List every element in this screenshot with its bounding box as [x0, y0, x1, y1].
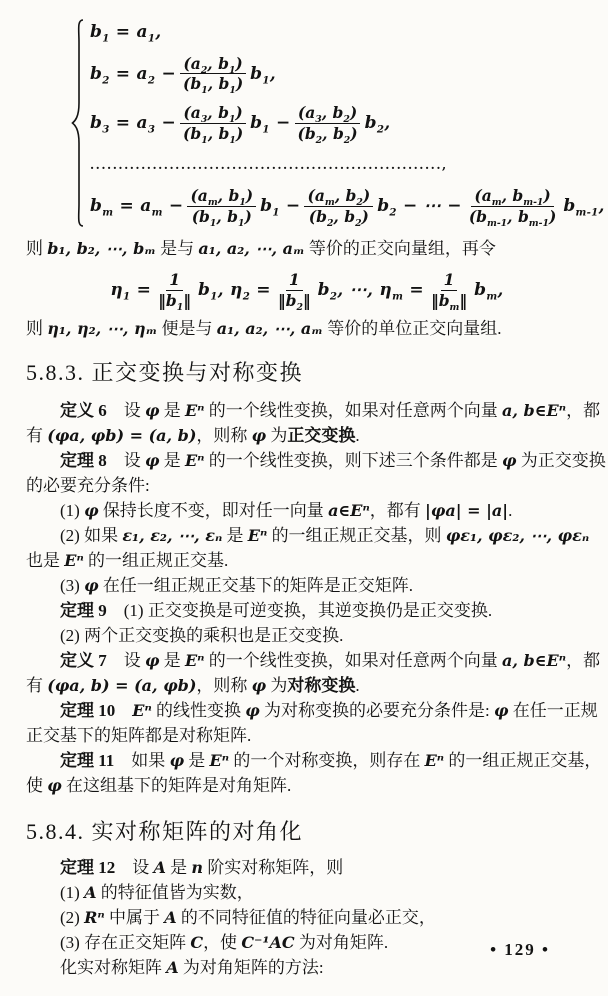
- text-run: 使: [26, 776, 48, 795]
- equation-line: [90, 186, 605, 229]
- fraction: [180, 103, 246, 146]
- text-run: ，都有: [369, 501, 426, 520]
- fraction-denominator: $‖b_m‖$: [430, 290, 468, 313]
- fraction-denominator: $‖b_2‖$: [277, 290, 311, 313]
- math-text: $b_2 = a_2$ −: [90, 63, 177, 86]
- paragraph: [26, 748, 602, 798]
- fraction-denominator: ($b_2$, $b_2$): [308, 206, 369, 229]
- text-run: 中属于: [104, 908, 165, 927]
- text-run: 等价的正交向量组，再令: [304, 239, 496, 258]
- text-run: 是: [165, 858, 192, 877]
- math-run: ε₁, ε₂, ⋯, εₙ: [122, 526, 223, 545]
- fraction: [295, 103, 361, 146]
- equation-line: [90, 103, 605, 146]
- fraction-numerator: 1: [286, 270, 303, 290]
- fraction: [275, 270, 314, 313]
- math-run: Eⁿ: [184, 451, 205, 470]
- text-run: [115, 701, 132, 720]
- bold-run: 正交变换: [287, 426, 356, 445]
- text-run: (1) 正交变换是可逆变换，其逆变换仍是正交变换.: [106, 601, 493, 620]
- paragraph: [26, 498, 588, 523]
- math-run: φ: [47, 776, 62, 795]
- text-line: [26, 748, 602, 773]
- math-text: $b_2$,: [364, 113, 391, 136]
- text-run: .: [508, 501, 513, 520]
- fraction-numerator: ($a_m$, $b_1$): [187, 186, 256, 206]
- fraction-denominator: ($b_{m-1}$, $b_{m-1}$): [468, 206, 557, 229]
- text-run: 如果: [114, 751, 170, 770]
- text-run: 的一组正规正交基，: [444, 751, 602, 770]
- math-run: a, b∈Eⁿ: [502, 401, 567, 420]
- text-line: [26, 623, 588, 648]
- page-number: • 129 •: [490, 940, 550, 959]
- bold-run: 定理 12: [60, 858, 116, 877]
- bold-run: 定理 10: [60, 701, 116, 720]
- orthogonal-set-note: [26, 236, 588, 262]
- text-line: [26, 473, 588, 498]
- text-run: 设: [106, 401, 145, 420]
- fraction: [155, 270, 194, 313]
- text-line: [26, 448, 606, 473]
- text-run: 是: [159, 401, 185, 420]
- math-text: $b_1$ −: [260, 196, 301, 219]
- equation-line: [90, 153, 605, 177]
- math-run: φ: [84, 576, 99, 595]
- text-run: 在任一正规: [508, 701, 598, 720]
- math-text: $b_m$,: [474, 280, 504, 303]
- math-text: $b_2$, ⋯, $\eta_m$ =: [317, 280, 424, 303]
- math-run: Eⁿ: [64, 551, 84, 570]
- bold-run: 对称变换: [287, 676, 356, 695]
- text-run: 的一个线性变换，如果对任意两个向量: [204, 651, 503, 670]
- text-run: 为对角矩阵的方法:: [178, 958, 324, 977]
- equation-line: [90, 53, 605, 97]
- text-run: 的必要充分条件:: [26, 476, 150, 495]
- bold-run: 定理 11: [60, 751, 115, 770]
- text-run: 等价的单位正交向量组.: [322, 319, 502, 338]
- math-run: φ: [169, 751, 185, 770]
- text-run: (1): [60, 883, 85, 902]
- text-run: 的一个线性变换，则下述三个条件都是: [204, 451, 503, 470]
- text-line: [26, 905, 588, 930]
- text-line: [26, 548, 588, 573]
- gram-schmidt-equations: [86, 18, 605, 228]
- text-run: ，使: [203, 933, 242, 952]
- text-run: 为对称变换的必要充分条件是:: [259, 701, 494, 720]
- math-run: φ: [84, 501, 99, 520]
- text-run: 则: [26, 239, 48, 258]
- text-run: 是: [159, 451, 185, 470]
- text-run: 便是与: [157, 319, 217, 338]
- text-run: 的特征值皆为实数，: [96, 883, 254, 902]
- paragraph: [26, 448, 606, 498]
- text-line: [26, 773, 588, 798]
- text-run: (3) 存在正交矩阵: [60, 933, 191, 952]
- left-brace-icon: [70, 18, 86, 228]
- fraction: [187, 186, 256, 229]
- math-run: φ: [251, 676, 267, 695]
- paragraph: [26, 573, 588, 598]
- fraction-numerator: ($a_2$, $b_1$): [180, 54, 245, 74]
- text-line: [26, 498, 588, 523]
- text-run: 有: [26, 676, 48, 695]
- text-run: 的一个线性变换，如果对任意两个向量: [204, 401, 503, 420]
- math-run: A: [153, 858, 166, 877]
- eta-formula: [110, 270, 504, 313]
- section-584-heading: 5.8.4. 实对称矩阵的对角化: [26, 819, 304, 844]
- bold-run: 定理 9: [60, 601, 107, 620]
- text-run: 则: [26, 319, 48, 338]
- math-run: C: [190, 933, 204, 952]
- text-run: 设: [106, 451, 145, 470]
- paragraph: [26, 698, 598, 748]
- math-text: $b_1$ −: [250, 113, 291, 136]
- math-run: Eⁿ: [184, 651, 205, 670]
- text-line: [26, 723, 588, 748]
- text-line: [26, 573, 588, 598]
- gram-schmidt-equation-system: [70, 18, 605, 229]
- fraction: [304, 186, 373, 229]
- math-run: η₁, η₂, ⋯, ηₘ: [47, 319, 158, 338]
- fraction-numerator: 1: [441, 270, 458, 290]
- text-run: 的一个对称变换，则存在: [229, 751, 425, 770]
- fraction-denominator: ($b_1$, $b_1$): [191, 206, 252, 229]
- paragraph: [26, 855, 588, 980]
- text-run: 化实对称矩阵: [60, 958, 167, 977]
- math-run: A: [84, 883, 97, 902]
- math-text: ..............................................................,: [90, 157, 448, 172]
- text-run: 为: [266, 676, 288, 695]
- text-run: ，都: [566, 651, 601, 670]
- math-text: $b_1$, $\eta_2$ =: [198, 280, 271, 303]
- fraction-numerator: 1: [166, 270, 183, 290]
- text-run: 的线性变换: [151, 701, 246, 720]
- math-run: a₁, a₂, ⋯, aₘ: [216, 319, 323, 338]
- math-run: (φa, φb) = (a, b): [47, 426, 197, 445]
- math-run: φ: [251, 426, 267, 445]
- text-run: 设: [115, 858, 154, 877]
- text-line: [26, 880, 588, 905]
- math-run: φ: [245, 701, 260, 720]
- text-run: 是: [159, 651, 185, 670]
- text-line: [26, 598, 588, 623]
- fraction: [180, 53, 246, 97]
- text-run: (2): [60, 908, 85, 927]
- text-line: [26, 423, 588, 448]
- fraction-denominator: ($b_1$, $b_1$): [183, 123, 244, 146]
- text-run: .: [355, 676, 360, 695]
- math-run: Eⁿ: [184, 401, 205, 420]
- math-run: Eⁿ: [209, 751, 230, 770]
- math-run: A: [164, 908, 177, 927]
- text-run: ，都: [566, 401, 601, 420]
- math-run: φ: [145, 401, 160, 420]
- math-run: (φa, b) = (a, φb): [47, 676, 197, 695]
- text-line: [26, 698, 598, 723]
- math-run: Eⁿ: [424, 751, 445, 770]
- text-run: 在任一组正规正交基下的矩阵是正交矩阵.: [98, 576, 414, 595]
- math-text: $b_1$,: [250, 63, 276, 86]
- math-run: Eⁿ: [247, 526, 268, 545]
- math-run: A: [166, 958, 179, 977]
- math-run: φ: [502, 451, 517, 470]
- math-text: $b_{m-1}$,: [563, 196, 605, 219]
- eta-formula-row: [26, 268, 588, 312]
- text-run: ，则称: [196, 676, 252, 695]
- text-line: [26, 673, 588, 698]
- text-run: 是: [184, 751, 210, 770]
- text-run: 是与: [155, 239, 199, 258]
- math-text: $\eta_1$ =: [110, 280, 152, 303]
- text-run: 是: [222, 526, 248, 545]
- paragraph: [26, 398, 601, 448]
- math-run: φε₁, φε₂, ⋯, φεₙ: [445, 526, 590, 545]
- fraction-numerator: ($a_3$, $b_1$): [180, 103, 245, 123]
- text-line: [26, 398, 601, 423]
- fraction: [466, 186, 560, 229]
- math-run: n: [191, 858, 204, 877]
- math-run: C⁻¹AC: [241, 933, 295, 952]
- text-run: 的一组正规正交基.: [83, 551, 229, 570]
- text-run: (2) 如果: [60, 526, 123, 545]
- math-run: φ: [145, 451, 160, 470]
- fraction-numerator: ($a_m$, $b_{m-1}$): [471, 186, 553, 206]
- text-run: 的一组正规正交基，则: [267, 526, 446, 545]
- text-line: [26, 855, 588, 880]
- orthonormal-set-note: [26, 316, 588, 342]
- math-run: a₁, a₂, ⋯, aₘ: [198, 239, 305, 258]
- math-run: a∈Eⁿ: [328, 501, 370, 520]
- math-run: |φa| = |a|: [425, 501, 509, 520]
- text-run: 有: [26, 426, 48, 445]
- fraction-denominator: $‖b_1‖$: [158, 290, 191, 313]
- text-run: .: [355, 426, 360, 445]
- text-run: 的不同特征值的特征向量必正交，: [176, 908, 436, 927]
- section-583-body: [26, 398, 606, 798]
- math-text: $b_m = a_m$ −: [90, 196, 184, 219]
- text-run: 正交基下的矩阵都是对称矩阵.: [26, 726, 252, 745]
- math-run: b₁, b₂, ⋯, bₘ: [47, 239, 156, 258]
- bold-run: 定义 6: [60, 401, 107, 420]
- bold-run: 定理 8: [60, 451, 107, 470]
- math-run: φ: [145, 651, 160, 670]
- fraction-numerator: ($a_3$, $b_2$): [295, 103, 360, 123]
- text-run: 为正交变换: [516, 451, 606, 470]
- math-run: Eⁿ: [132, 701, 152, 720]
- text-run: 在这组基下的矩阵是对角矩阵.: [61, 776, 292, 795]
- equation-line: [90, 20, 605, 44]
- text-run: 设: [106, 651, 145, 670]
- math-text: $b_3 = a_3$ −: [90, 113, 177, 136]
- text-run: (1): [60, 501, 85, 520]
- fraction-denominator: ($b_2$, $b_2$): [297, 123, 358, 146]
- text-run: 阶实对称矩阵，则: [203, 858, 344, 877]
- paragraph: [26, 648, 601, 698]
- math-text: $b_1 = a_1$,: [90, 22, 162, 45]
- bold-run: 定义 7: [60, 651, 107, 670]
- section-584-body: [26, 855, 588, 980]
- fraction-denominator: ($b_1$, $b_1$): [183, 74, 244, 97]
- text-line: [26, 523, 588, 548]
- math-run: Rⁿ: [84, 908, 105, 927]
- fraction: [428, 270, 470, 313]
- text-run: ，则称: [196, 426, 252, 445]
- math-text: $b_2$ − ⋯ −: [377, 196, 462, 219]
- text-run: (3): [60, 576, 85, 595]
- math-run: φ: [494, 701, 509, 720]
- section-583-heading: 5.8.3. 正交变换与对称变换: [26, 360, 304, 385]
- text-run: (2) 两个正交变换的乘积也是正交变换.: [60, 626, 344, 645]
- paragraph: [26, 523, 588, 573]
- text-run: 也是: [26, 551, 65, 570]
- text-run: 为对角矩阵.: [294, 933, 389, 952]
- text-run: 为: [266, 426, 288, 445]
- text-run: 保持长度不变，即对任一向量: [98, 501, 329, 520]
- paragraph: [26, 598, 588, 648]
- math-run: a, b∈Eⁿ: [502, 651, 567, 670]
- fraction-numerator: ($a_m$, $b_2$): [304, 186, 373, 206]
- text-line: [26, 648, 601, 673]
